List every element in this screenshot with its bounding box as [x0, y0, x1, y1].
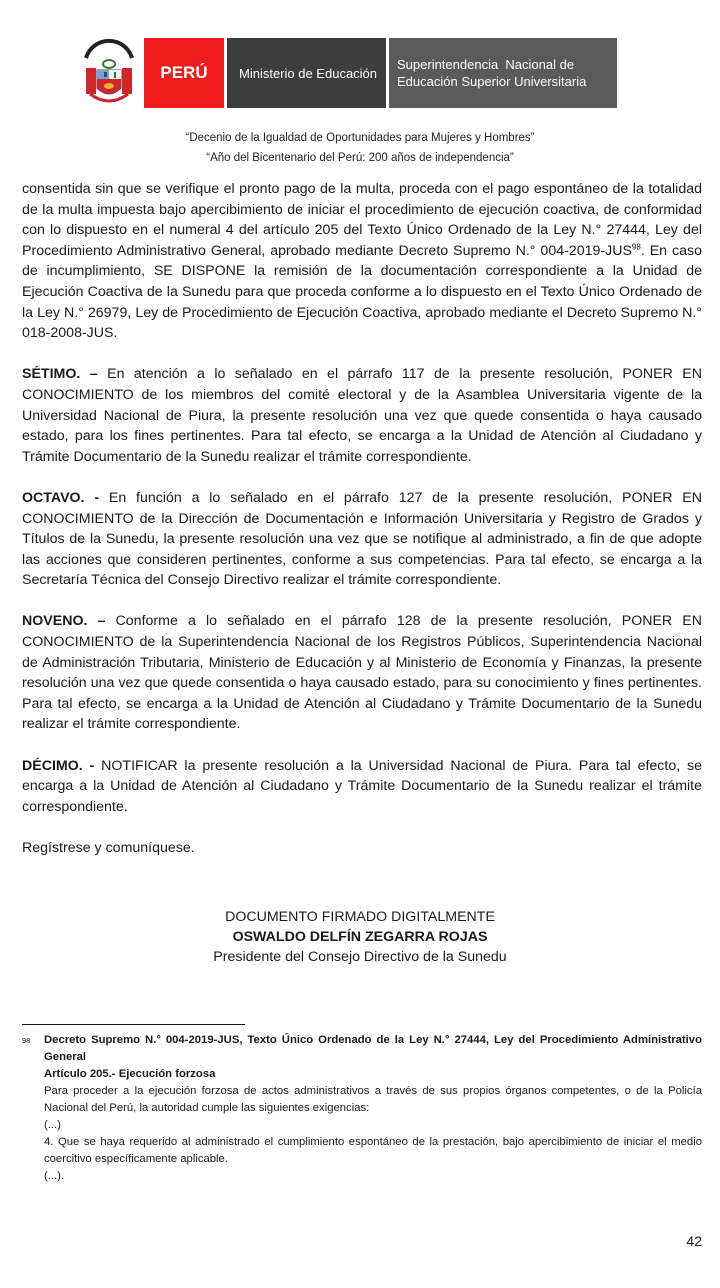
paragraph-intro: consentida sin que se verifique el pronto pago de la multa, proceda con el pago espontáneo de la totalidad de la multa impuesta bajo apercibimiento de iniciar el procedimiento de ejecución coactiva, de conformidad con lo dispuesto en el numeral 4 del artículo 205 del Texto Único Ordenado de la Ley N.° 27444, Ley del Procedimiento Administrativo General, aprobado mediante Decreto Supremo N.° 004-2019-JUS$^{98}$. En caso de incumplimiento, SE DISPONE la remisión de la documentación correspondiente a la Unidad de Ejecución Coactiva de la Sunedu para que proceda conforme a lo dispuesto en el Texto Único Ordenado de la Ley N.° 26979, Ley de Procedimiento de Ejecución Coactiva, aprobado mediante el Decreto Supremo N.° 018-2008-JUS.: [22, 181, 702, 342]
peru-label: PERÚ: [160, 63, 208, 82]
ministry-block: [227, 38, 386, 108]
paragraph-heading: OCTAVO. -: [22, 489, 100, 506]
paragraph-heading: SÉTIMO. –: [22, 366, 98, 383]
agency-label-line2: Educación Superior Universitaria: [397, 74, 587, 89]
ministry-label: Ministerio de Educación: [239, 65, 378, 81]
signature-digital-note: DOCUMENTO FIRMADO DIGITALMENTE: [225, 909, 495, 925]
paragraph-heading: DÉCIMO. -: [22, 757, 95, 774]
footnote-ellipsis: (...): [44, 1119, 61, 1131]
footnote-divider: [22, 1024, 245, 1025]
page-number: 42: [686, 1233, 702, 1249]
peru-coat-of-arms-icon: [78, 38, 140, 110]
footnote-article: Artículo 205.- Ejecución forzosa: [44, 1068, 216, 1080]
peru-brand-block: [144, 38, 224, 108]
resolution-body: [22, 179, 702, 879]
paragraph-noveno: NOVENO. – Conforme a lo señalado en el párrafo 128 de la presente resolución, PONER EN CONOCIMIENTO de la Superintendencia Nacional de los Registros Públicos, Superintendencia Nacional de Administración Tributaria, Ministerio de Educación y al Ministerio de Economía y Finanzas, la presente resolución una vez que quede consentida o haya causado estado, para su conocimiento y fines pertinentes. Para tal efecto, se encarga a la Unidad de Atención al Ciudadano y Trámite Documentario de la Sunedu realizar el trámite correspondiente.: [22, 613, 702, 733]
paragraph-octavo: OCTAVO. - En función a lo señalado en el párrafo 127 de la presente resolución, PONER EN CONOCIMIENTO de la Dirección de Documentación e Información Universitaria y Registro de Grados y Títulos de la Sunedu, la presente resolución una vez que se notifique al administrado, a fin de que adopte las acciones que consideren pertinentes, conforme a sus competencias. Para tal efecto, se encarga a la Secretaría Técnica del Consejo Directivo realizar el trámite correspondiente.: [22, 489, 702, 589]
letterhead: [78, 38, 617, 110]
motto-year: “Año del Bicentenario del Perú: 200 años de independencia”: [206, 152, 514, 164]
agency-block: [389, 38, 617, 108]
footnote-98: [22, 1032, 702, 1185]
footnote-item-4: 4. Que se haya requerido al administrado el cumplimiento espontáneo de la prestación, bajo apercibimiento de iniciar el medio coercitivo específicamente aplicable.: [44, 1136, 702, 1165]
footnote-title: Decreto Supremo N.° 004-2019-JUS, Texto Único Ordenado de la Ley N.° 27444, Ley del Procedimiento Administrativo General: [44, 1034, 702, 1063]
footnote-reference[interactable]: 98: [631, 242, 641, 252]
motto-decade: “Decenio de la Igualdad de Oportunidades para Mujeres y Hombres”: [185, 132, 535, 144]
footnote-ellipsis-end: (...).: [44, 1170, 65, 1182]
closing-line: Regístrese y comuníquese.: [22, 840, 195, 856]
signatory-name: OSWALDO DELFÍN ZEGARRA ROJAS: [232, 929, 488, 945]
signatory-title: Presidente del Consejo Directivo de la Sunedu: [213, 949, 507, 965]
agency-label-line1: Superintendencia Nacional de: [397, 57, 575, 72]
paragraph-setimo: SÉTIMO. – En atención a lo señalado en el párrafo 117 de la presente resolución, PONER EN CONOCIMIENTO de los miembros del comité electoral y de la Asamblea Universitaria vigente de la Universidad Nacional de Piura, la presente resolución una vez que quede consentida o haya causado estado, para los fines pertinentes. Para tal efecto, se encarga a la Unidad de Atención al Ciudadano y Trámite Documentario de la Sunedu realizar el trámite correspondiente.: [22, 366, 702, 465]
paragraph-decimo: DÉCIMO. - NOTIFICAR la presente resolución a la Universidad Nacional de Piura. Para tal efecto, se encarga a la Unidad de Atención al Ciudadano y Trámite Documentario de la Sunedu realizar el trámite correspondiente.: [22, 757, 703, 815]
paragraph-heading: NOVENO. –: [22, 613, 106, 630]
signature-block: [0, 907, 720, 967]
footnote-number: 98: [22, 1036, 31, 1045]
official-mottos: [0, 128, 720, 168]
footnote-text: Para proceder a la ejecución forzosa de actos administrativos a través de sus propios órganos competentes, o de la Policía Nacional del Perú, la autoridad cumple las siguientes exigencias:: [44, 1085, 702, 1114]
